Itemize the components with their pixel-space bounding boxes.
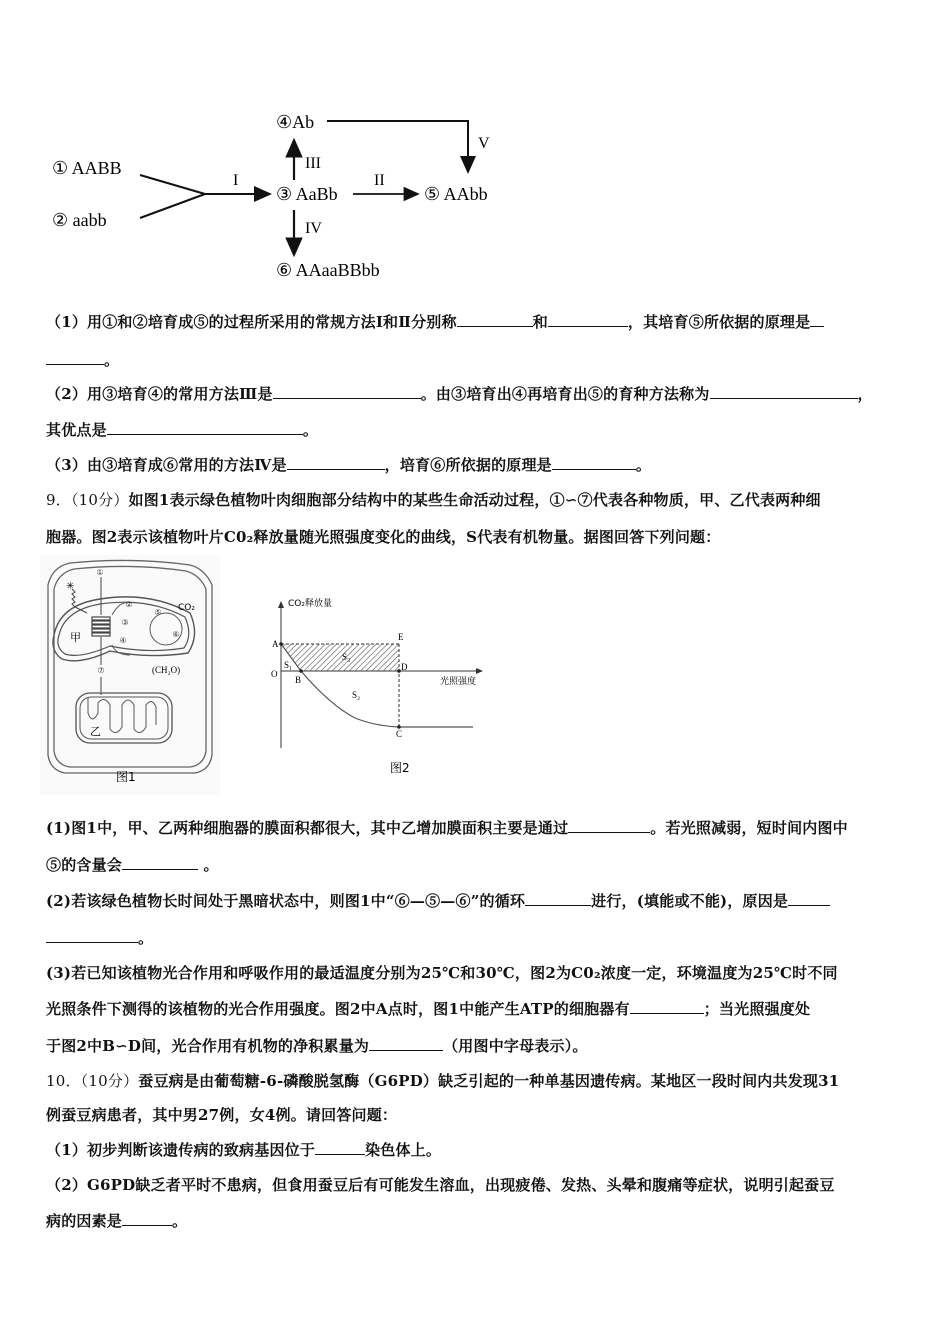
answer-blank[interactable] [568,818,650,833]
q9-part3: (3)若已知该植物光合作用和呼吸作用的最适温度分别为25℃和30℃，图2为C0₂浓度一定，环境温度为25℃时不同 [46,964,838,982]
answer-blank[interactable] [315,1140,365,1155]
area-S2: S₂ [352,690,361,700]
q8-part3: （3）由③培育成⑥常用的方法Ⅳ是 ，培育⑥所依据的原理是 。 [46,456,652,474]
genotype-4: ④Ab [276,112,315,132]
organelle-jia-label: 甲 [70,631,81,644]
point-O: O [271,669,278,679]
substance-6: ⑥ [172,630,180,639]
genotype-1: ① AABB [52,158,122,178]
q10-part2-cont: 病的因素是 。 [46,1212,188,1230]
q10-stem: 10．（10分）蚕豆病是由葡萄糖-6-磷酸脱氢酶（G6PD）缺乏引起的一种单基因遗传病。某地区一段时间内共发现31 [46,1072,840,1090]
answer-blank[interactable] [710,384,858,399]
figure-2-co2-curve [260,590,490,790]
x-axis-label: 光照强度 [440,677,477,687]
q9-part2: (2)若该绿色植物长时间处于黑暗状态中，则图1中“⑥—⑤—⑥”的循环 进行，(填能或不能)，原因是 [46,891,830,911]
breeding-diagram [40,100,520,290]
q9-part1-cont: ⑤的含量会 。 [46,856,219,874]
q10-part1: （1）初步判断该遗传病的致病基因位于 染色体上。 [46,1141,442,1159]
point-E: E [398,632,404,642]
ch2o-label: (CH₂O) [152,665,181,675]
q8-part1-cont: 。 [46,350,119,370]
q9-part3-cont1: 光照条件下测得的该植物的光合作用强度。图2中A点时，图1中能产生ATP的细胞器有 ；当光照强度处 [46,1000,811,1018]
area-S1: S₁ [284,660,293,670]
answer-blank[interactable] [548,312,628,327]
answer-blank[interactable] [273,384,421,399]
answer-blank[interactable] [788,891,830,906]
point-A: A [272,639,279,649]
q8-part2: （2）用③培育④的常用方法Ⅲ是 。由③培育出④再培育出⑤的育种方法称为 ， [46,385,873,403]
genotype-6: ⑥ AAaaBBbb [276,260,380,280]
substance-2: ② [125,600,133,609]
genotype-2: ② aabb [52,210,107,230]
answer-blank[interactable] [552,455,636,470]
answer-blank[interactable] [46,350,104,365]
answer-blank[interactable] [122,1211,172,1226]
question-number: 9．（10分） [46,491,129,509]
answer-blank[interactable] [810,312,824,327]
y-axis-label: CO₂释放量 [288,599,332,609]
answer-blank[interactable] [122,855,198,870]
answer-blank[interactable] [630,999,704,1014]
substance-3: ③ [121,618,129,627]
method-IV: IV [305,220,322,237]
q8-part2-cont: 其优点是 。 [46,421,319,439]
genotype-3: ③ AaBb [276,184,338,204]
answer-blank[interactable] [457,312,533,327]
substance-1: ① [96,568,104,577]
q9-part1: (1)图1中，甲、乙两种细胞器的膜面积都很大，其中乙增加膜面积主要是通过 。若光照减弱，短时间内图中 [46,819,848,837]
answer-blank[interactable] [107,420,303,435]
q9-stem-cont: 胞器。图2表示该植物叶片C0₂释放量随光照强度变化的曲线，S代表有机物量。据图回答下列问题： [46,528,721,546]
co2-label: CO₂ [178,603,195,613]
question-number: 10．（10分） [46,1072,139,1090]
q9-stem: 9．（10分）如图1表示绿色植物叶肉细胞部分结构中的某些生命活动过程，①∽⑦代表各种物质，甲、乙代表两种细 [46,491,821,509]
substance-5: ⑤ [154,608,162,617]
q10-stem-cont: 例蚕豆病患者，其中男27例，女4例。请回答问题： [46,1106,398,1124]
answer-blank[interactable] [369,1036,443,1051]
figure-1-cell-diagram [40,555,220,795]
q9-part2-cont: 。 [46,928,153,948]
figure-2-caption: 图2 [390,761,410,775]
method-III: III [305,155,321,172]
point-D: D [401,662,408,672]
organelle-yi-label: 乙 [90,725,101,738]
answer-blank[interactable] [46,928,138,943]
q10-part2: （2）G6PD缺乏者平时不患病，但食用蚕豆后有可能发生溶血，出现疲倦、发热、头晕和腹痛等症状，说明引起蚕豆 [46,1176,835,1194]
answer-blank[interactable] [525,891,591,906]
method-II: II [374,172,385,189]
svg-text:✳: ✳ [66,581,75,592]
point-C: C [396,729,403,739]
method-V: V [478,135,490,152]
area-S3: S₃ [342,652,351,662]
q8-part1: （1）用①和②培育成⑤的过程所采用的常规方法Ⅰ和Ⅱ分别称 和 ，其培育⑤所依据的原理是 [46,312,824,332]
substance-4: ④ [119,636,127,645]
answer-blank[interactable] [287,455,385,470]
genotype-5: ⑤ AAbb [424,184,488,204]
q9-part3-cont2: 于图2中B∽D间，光合作用有机物的净积累量为 （用图中字母表示）。 [46,1037,588,1055]
substance-7: ⑦ [97,666,105,675]
method-I: I [233,172,239,189]
figure-1-caption: 图1 [116,770,136,784]
point-B: B [295,675,302,685]
